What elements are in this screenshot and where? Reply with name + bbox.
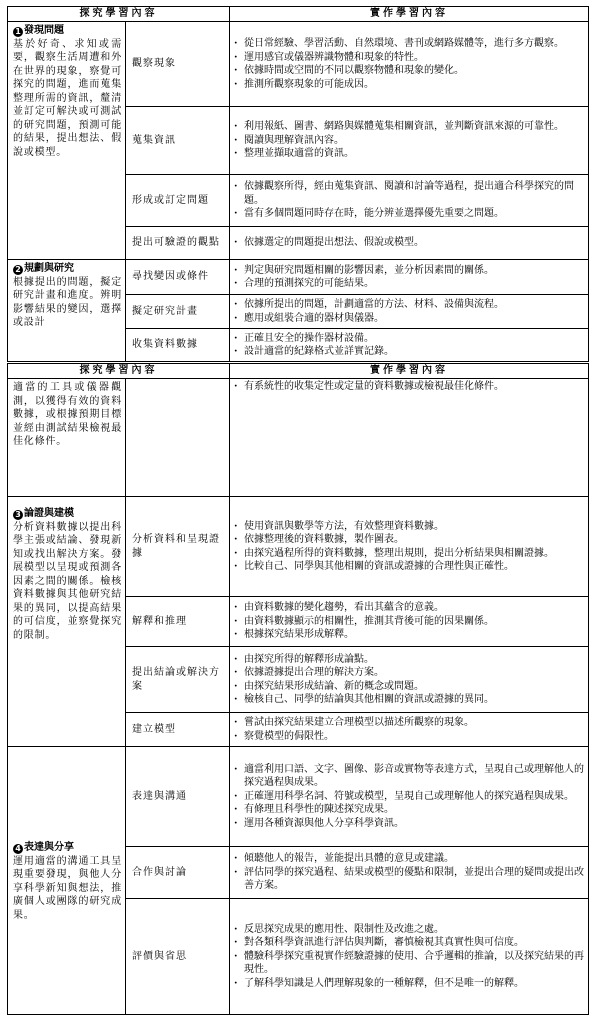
number-badge-icon: 2 [13,265,23,275]
list-item: · 依據觀察所得，經由蒐集資訊、閱讀和討論等過程，提出適合科學探究的問題。 [234,180,584,207]
row-items-collect-data [230,329,589,362]
row-items-collect [230,107,589,175]
row-label-analyze: 分析資料和呈現證據 [126,497,230,597]
list-item: · 體驗科學探究重視實作經驗證據的使用、合乎邏輯的推論，以及探究結果的再現性。 [234,950,584,977]
list-item: · 正確運用科學名詞、符號或模型，呈現自己或理解他人的探究過程與成果。 [234,790,584,804]
row-label-reflect: 評價與省思 [126,899,230,1015]
row-items-discuss [230,847,589,899]
list-item: · 有條理且科學性的陳述探究成果。 [234,803,584,817]
header-inquiry-content: 探究學習內容 [8,7,230,22]
row-items-express [230,747,589,847]
section-description: 根據提出的問題，擬定研究計畫和進度。辨明影響結果的變因，選擇或設計 [13,276,122,328]
list-item: · 由資料數據顯示的相關性，推測其背後可能的因果關係。 [234,615,584,629]
list-item: · 依據選定的問題提出想法、假說或模型。 [234,236,584,250]
list-item: · 傾聽他人的報告，並能提出具體的意見或建議。 [234,852,584,866]
list-item: · 整理並擷取適當的資訊。 [234,147,584,161]
row-label-model: 建立模型 [126,713,230,747]
section-discover-problem [8,22,126,260]
row-items-form-question [230,175,589,227]
row-items-model [230,713,589,747]
list-item: · 比較自己、同學與其他相關的資訊或證據的合理性與正確性。 [234,560,584,574]
list-item: · 反思探究成果的應用性、限制性及改進之處。 [234,923,584,937]
row-label-interpret: 解釋和推理 [126,597,230,647]
row-label-plan: 擬定研究計畫 [126,295,230,329]
row-items-hypothesis [230,227,589,260]
section-description: 分析資料數據以提出科學主張或結論、發現新知或找出解決方案。發展模型以呈現或預測各因素之間的關係。檢核資料數據與其他研究結果的異同，以提高結果的可信度，並察覺探究的限制。 [13,521,122,641]
section-plan-research [8,260,126,362]
section-description: 基於好奇、求知或需要，觀察生活周遭和外在世界的現象，察覺可探究的問題，進而蒐集整理所需的資訊，釐清並訂定可解決或可測試的研究問題，預測可能的結果，提出想法、假說或模型。 [13,38,122,158]
list-item: · 正確且安全的操作器材設備。 [234,332,584,346]
row-label-express: 表達與溝通 [126,747,230,847]
list-item: · 依據證據提出合理的解決方案。 [234,666,584,680]
list-item: · 合理的預測探究的可能結果。 [234,277,584,291]
row-label-conclude: 提出結論或解決方案 [126,647,230,713]
list-item: · 依據所提出的問題，計劃適當的方法、材料、設備與流程。 [234,298,584,312]
list-item: · 適當利用口語、文字、圖像、影音或實物等表達方式，呈現自己或理解他人的探究過程與成果。 [234,763,584,790]
list-item: · 有系統性的收集定性或定量的資料數據或檢視最佳化條件。 [234,380,584,394]
header-practice-content: 實作學習內容 [230,364,589,379]
number-badge-icon: 3 [13,510,23,520]
row-items-interpret [230,597,589,647]
row-items-variables [230,260,589,295]
row-label-collect: 蒐集資訊 [126,107,230,175]
number-badge-icon: 1 [13,27,23,37]
section-argument-modeling [8,497,126,747]
section-title: 1 發現問題 [13,24,122,38]
list-item: · 從日常經驗、學習活動、自然環境、書刊或網路媒體等，進行多方觀察。 [234,37,584,51]
list-item: · 依據時間或空間的不同以觀察物體和現象的變化。 [234,64,584,78]
list-item: · 判定與研究問題相關的影響因素，並分析因素間的關係。 [234,264,584,278]
section-description: 適當的工具或儀器觀測，以獲得有效的資料數據，或根據預期目標並經由測試結果檢視最佳化條件。 [13,382,122,447]
list-item: · 設計適當的紀錄格式並詳實記錄。 [234,345,584,359]
section-title: 3 論證與建模 [13,507,122,521]
row-label-form-question: 形成或訂定問題 [126,175,230,227]
header-inquiry-content: 探究學習內容 [8,364,230,379]
list-item: · 應用或組裝合適的器材與儀器。 [234,312,584,326]
list-item: · 運用各種資源與他人分享科學資訊。 [234,817,584,831]
list-item: · 由資料數據的變化趨勢，看出其蘊含的意義。 [234,601,584,615]
list-item: · 檢核自己、同學的結論與其他相關的資訊或證據的異同。 [234,693,584,707]
row-items-conclude [230,647,589,713]
list-item: · 依據整理後的資料數據，製作圖表。 [234,533,584,547]
list-item: · 由探究過程所得的資料數據，整理出規則，提出分析結果與相關證據。 [234,547,584,561]
row-label-variables: 尋找變因或條件 [126,260,230,295]
header-practice-content: 實作學習內容 [230,7,589,22]
section-description: 運用適當的溝通工具呈現重要發現，與他人分享科學新知與想法，推廣個人或團隊的研究成果。 [13,855,122,921]
row-label-hypothesis: 提出可驗證的觀點 [126,227,230,260]
row-items-observe [230,22,589,107]
list-item: · 對各類科學資訊進行評估與判斷，審慎檢視其真實性與可信度。 [234,936,584,950]
section-plan-research-continued [8,379,126,497]
row-items-analyze [230,497,589,597]
list-item: · 當有多個問題同時存在時，能分辨並選擇優先重要之問題。 [234,207,584,221]
list-item: · 由探究所得的解釋形成論點。 [234,653,584,667]
row-items-plan [230,295,589,329]
row-items-reflect [230,899,589,1015]
number-badge-icon: 4 [13,844,23,854]
list-item: · 運用感官或儀器辨識物體和現象的特性。 [234,51,584,65]
list-item: · 察覺模型的侷限性。 [234,730,584,744]
row-items-collect-data-continued [230,379,589,497]
list-item: · 根據探究結果形成解釋。 [234,628,584,642]
list-item: · 使用資訊與數學等方法，有效整理資料數據。 [234,520,584,534]
list-item: · 由探究結果形成結論、新的概念或問題。 [234,680,584,694]
row-label-collect-data-continued [126,379,230,497]
list-item: · 閱讀與理解資訊內容。 [234,134,584,148]
list-item: · 利用報紙、圖書、網路與媒體蒐集相關資訊，並判斷資訊來源的可靠性。 [234,120,584,134]
row-label-collect-data: 收集資料數據 [126,329,230,362]
section-title: 2 規劃與研究 [13,262,122,276]
table-part-2 [7,363,589,1015]
row-label-observe: 觀察現象 [126,22,230,107]
section-title: 4 表達與分享 [13,841,122,855]
list-item: · 推測所觀察現象的可能成因。 [234,78,584,92]
list-item: · 了解科學知識是人們理解現象的一種解釋，但不是唯一的解釋。 [234,977,584,991]
row-label-discuss: 合作與討論 [126,847,230,899]
list-item: · 嘗試由探究結果建立合理模型以描述所觀察的現象。 [234,716,584,730]
list-item: · 評估同學的探究過程、結果或模型的優點和限制，並提出合理的疑問或提出改善方案。 [234,866,584,893]
table-part-1 [7,6,589,362]
section-express-share [8,747,126,1015]
